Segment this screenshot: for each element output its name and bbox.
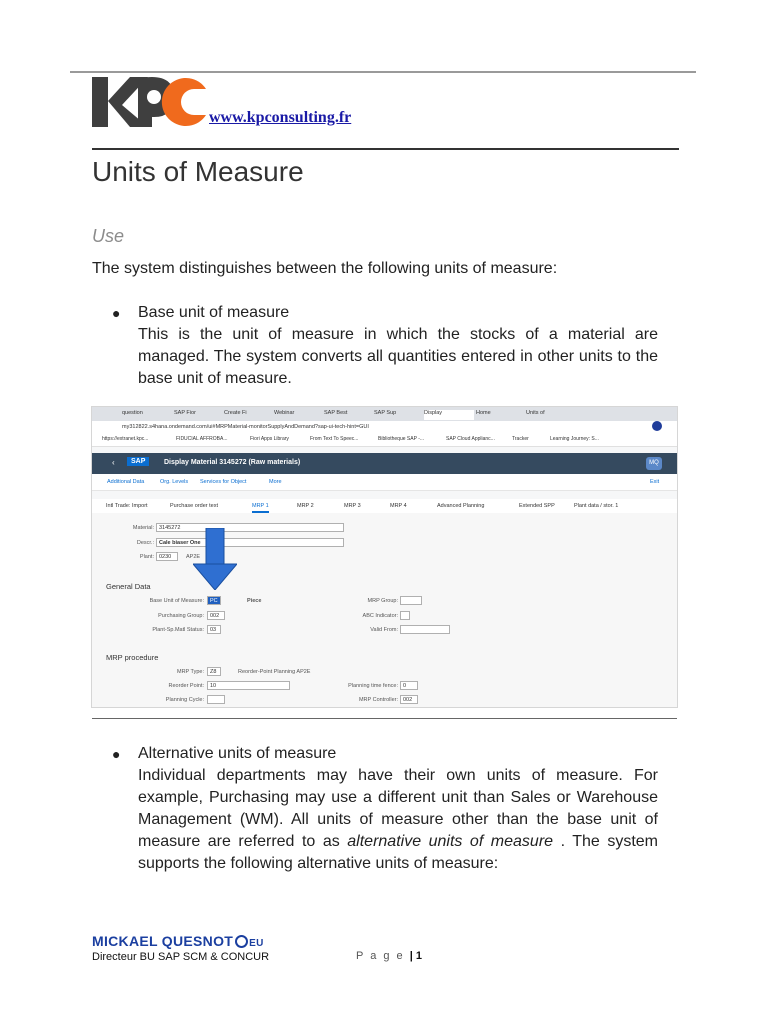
browser-tab[interactable]: Create Fi [224,410,247,416]
user-avatar[interactable]: MQ [646,457,662,470]
object-tab[interactable]: MRP 2 [297,503,314,509]
mrp-group-field[interactable] [400,596,422,605]
author-role: Directeur BU SAP SCM & CONCUR [92,951,270,963]
base-uom-field[interactable]: PC [207,596,221,605]
title-rule [92,148,679,150]
sap-logo: SAP [127,457,149,466]
material-label: Material: [132,525,154,531]
abc-field[interactable] [400,611,410,620]
object-tab[interactable]: MRP 4 [390,503,407,509]
object-tab[interactable]: Extended SPP [519,503,555,509]
top-rule [70,71,696,73]
separator-rule [92,718,677,719]
sap-form [92,513,677,707]
object-tab[interactable]: Plant data / stor. 1 [574,503,619,509]
mrp-procedure-heading: MRP procedure [106,653,159,662]
controller-field[interactable]: 002 [400,695,418,704]
use-heading: Use [92,226,125,246]
purch-group-field[interactable]: 002 [207,611,225,620]
kpc-logo [90,75,210,130]
page-number: P a g e | 1 [356,950,422,962]
exit-button[interactable]: Exit [650,479,660,485]
bullet-body-end: . The system supports the following alternative units of measure: [138,833,659,872]
plant-status-label: Plant-Sp.Matl Status: [152,627,204,633]
back-icon[interactable]: ‹ [112,458,115,467]
address-bar[interactable] [92,421,677,434]
author-name: MICKAEL QUESNOT EU [92,933,264,949]
browser-tab[interactable]: Webinar [274,410,295,416]
mrp-type-text: Reorder-Point Planning AP2E [238,669,311,675]
bullet-body: Individual departments may have their own units of measure. For example, Purchasing may use a different unit than Sales or Warehouse Management (WM). All units of measure other than the base unit of measure are referred to as [138,767,658,850]
descr-field[interactable]: Cale biaser One [156,538,344,547]
bullet-dot-icon: ● [112,746,121,762]
action-link[interactable]: Additional Data [107,479,145,485]
object-tab-selected[interactable]: MRP 1 [252,503,269,513]
browser-tab[interactable]: SAP Sup [374,410,397,416]
cycle-field[interactable] [207,695,225,704]
browser-tab[interactable]: SAP Fior [174,410,196,416]
abc-label: ABC Indicator: [362,613,398,619]
bookmark[interactable]: Fiori Apps Library [250,436,289,442]
profile-icon[interactable] [652,421,662,431]
bullet-body-italic: alternative units of measure [347,833,554,850]
reorder-label: Reorder Point: [168,683,204,689]
plant-field[interactable]: 0230 [156,552,178,561]
object-tab[interactable]: Purchase order text [170,503,218,509]
bookmark[interactable]: Tracker [512,436,529,442]
brand-swirl-icon [235,935,248,948]
mrp-group-label: MRP Group: [367,598,398,604]
browser-tab[interactable]: Home [476,410,491,416]
object-tab[interactable]: Intl Trade: Import [106,503,148,509]
base-uom-text: Piece [247,598,262,604]
valid-from-field[interactable] [400,625,450,634]
ptf-field[interactable]: 0 [400,681,418,690]
bookmark[interactable]: FIDUCIAL AFFROBA... [176,436,228,442]
intro-paragraph: The system distinguishes between the following units of measure: [92,260,558,277]
descr-label: Descr.: [136,540,154,546]
browser-tab-strip [92,407,677,421]
plant-code: AP2E [186,554,201,560]
general-data-heading: General Data [106,582,151,591]
action-link[interactable]: Org. Levels [160,479,189,485]
plant-label: Plant: [139,554,154,560]
browser-tab[interactable]: SAP Best [324,410,348,416]
bookmark[interactable]: Learning Journey: S... [550,436,599,442]
reorder-field[interactable]: 10 [207,681,290,690]
bullet-alternative-units [112,743,658,875]
mrp-type-label: MRP Type: [176,669,204,675]
purch-group-label: Purchasing Group: [158,613,204,619]
object-tab[interactable]: Advanced Planning [437,503,485,509]
url-text: my312822.s4hana.ondemand.com/ui#MRPMaterial-monitorSupplyAndDemand?sap-ui-tech-hint=GUI [122,424,369,430]
bookmark[interactable]: https://extranet.kpc... [102,436,149,442]
bullet-body: This is the unit of measure in which the stocks of a material are managed. The system converts all quantities entered in other units to the base unit of measure. [138,326,658,387]
bookmarks-bar [92,434,677,447]
app-title: Display Material 3145272 (Raw materials) [164,459,301,466]
sap-shell-bar [92,453,677,474]
browser-tab[interactable]: question [122,410,143,416]
cycle-label: Planning Cycle: [165,697,204,703]
sap-screenshot [91,406,678,708]
bookmark[interactable]: SAP Cloud Applianc... [446,436,495,442]
bookmark[interactable]: Bibliotheque SAP -... [378,436,425,442]
plant-status-field[interactable]: 03 [207,625,221,634]
page-title: Units of Measure [92,156,304,187]
sap-action-bar [92,474,677,491]
object-tab[interactable]: MRP 3 [344,503,361,509]
bullet-base-unit [112,302,658,390]
action-link[interactable]: More [269,479,282,485]
mrp-type-field[interactable]: Z8 [207,667,221,676]
browser-tab-active[interactable]: Display [424,410,474,420]
object-tabs [92,499,677,514]
bullet-dot-icon: ● [112,305,121,321]
bullet-title: Base unit of measure [138,304,290,321]
controller-label: MRP Controller: [358,697,398,703]
website-link[interactable]: www.kpconsulting.fr [209,109,352,126]
bullet-title: Alternative units of measure [138,745,337,762]
browser-tab[interactable]: Units of [526,410,545,416]
base-uom-label: Base Unit of Measure: [149,598,204,604]
bookmark[interactable]: From Text To Speec... [310,436,359,442]
action-link[interactable]: Services for Object [200,479,247,485]
material-field[interactable]: 3145272 [156,523,344,532]
down-arrow-icon [193,528,237,590]
ptf-label: Planning time fence: [348,683,398,689]
valid-from-label: Valid From: [370,627,398,633]
